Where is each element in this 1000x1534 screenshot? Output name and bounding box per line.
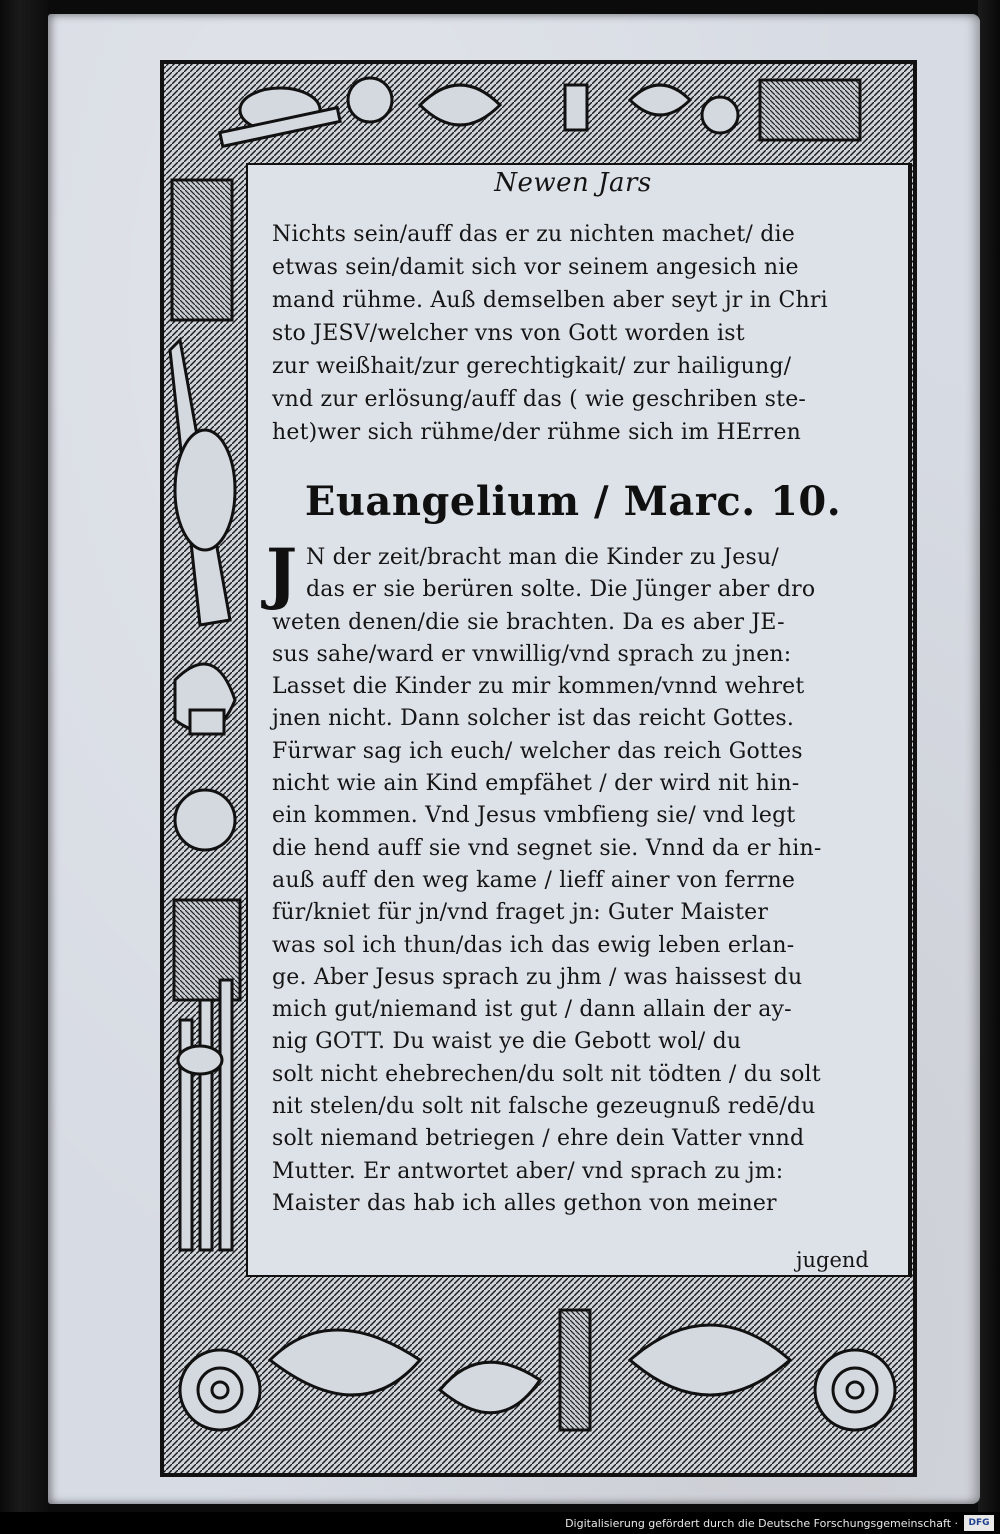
text-line: sto JESV/welcher vns von Gott worden ist — [272, 321, 745, 346]
text-line: etwas sein/damit sich vor seinem angesich nie — [272, 255, 799, 280]
text-line: mich gut/niemand ist gut / dann allain der ay- — [272, 997, 792, 1023]
paragraph-gospel — [272, 542, 896, 1220]
text-line: Fürwar sag ich euch/ welcher das reich Gottes — [272, 738, 803, 764]
catchword: jugend — [796, 1248, 869, 1272]
text-line: Lasset die Kinder zu mir kommen/vnnd wehret — [272, 674, 805, 700]
text-line: zur weißhait/zur gerechtigkait/ zur hailigung/ — [272, 354, 792, 379]
text-line: N der zeit/bracht man die Kinder zu Jesu/ — [306, 545, 779, 570]
drop-capital: J — [266, 534, 298, 612]
text-line: für/kniet für jn/vnd fraget jn: Guter Maister — [272, 900, 769, 926]
text-line: Maister das hab ich alles gethon von meiner — [272, 1190, 777, 1216]
text-line: het)wer sich rühme/der rühme sich im HErren — [272, 420, 802, 445]
text-line: was sol ich thun/das ich das ewig leben erlan- — [272, 932, 795, 958]
text-line: sus sahe/ward er vnwillig/vnd sprach zu jnen: — [272, 641, 792, 667]
dfg-logo-icon: DFG — [964, 1515, 994, 1531]
text-line: ein kommen. Vnd Jesus vmbfieng sie/ vnd legt — [272, 803, 796, 829]
text-line: solt niemand betriegen / ehre dein Vatter vnnd — [272, 1126, 805, 1152]
book-binding-right — [978, 0, 1000, 1512]
text-line: auß auff den weg kame / lieff ainer von ferrne — [272, 867, 796, 893]
text-line: nig GOTT. Du waist ye die Gebott wol/ du — [272, 1029, 742, 1055]
text-line: Mutter. Er antwortet aber/ vnd sprach zu jm: — [272, 1158, 784, 1184]
text-line: jnen nicht. Dann solcher ist das reicht Gottes. — [272, 706, 795, 732]
text-line: Nichts sein/auff das er zu nichten machet/ die — [272, 222, 795, 247]
book-binding-left — [0, 0, 48, 1512]
text-line: nicht wie ain Kind empfähet / der wird nit hin- — [272, 771, 800, 797]
paragraph-epistle — [272, 218, 892, 449]
text-line: mand rühme. Auß demselben aber seyt jr in Chri — [272, 288, 828, 313]
text-line: die hend auff sie vnd segnet sie. Vnnd da er hin- — [272, 835, 822, 861]
section-heading: Euangelium / Marc. 10. — [304, 478, 842, 525]
running-head: Newen Jars — [494, 168, 652, 198]
text-line: solt nicht ehebrechen/du solt nit tödten / du solt — [272, 1061, 821, 1087]
text-line: ge. Aber Jesus sprach zu jhm / was haissest du — [272, 964, 803, 990]
text-line: weten denen/die sie brachten. Da es aber JE- — [272, 609, 785, 635]
text-line: vnd zur erlösung/auff das ( wie geschriben ste- — [272, 387, 807, 412]
footer-credit: Digitalisierung gefördert durch die Deutsche Forschungsgemeinschaft · — [565, 1517, 958, 1530]
text-line: das er sie berüren solte. Die Jünger aber dro — [306, 577, 816, 603]
text-line: nit stelen/du solt nit falsche gezeugnuß redē/du — [272, 1094, 816, 1120]
